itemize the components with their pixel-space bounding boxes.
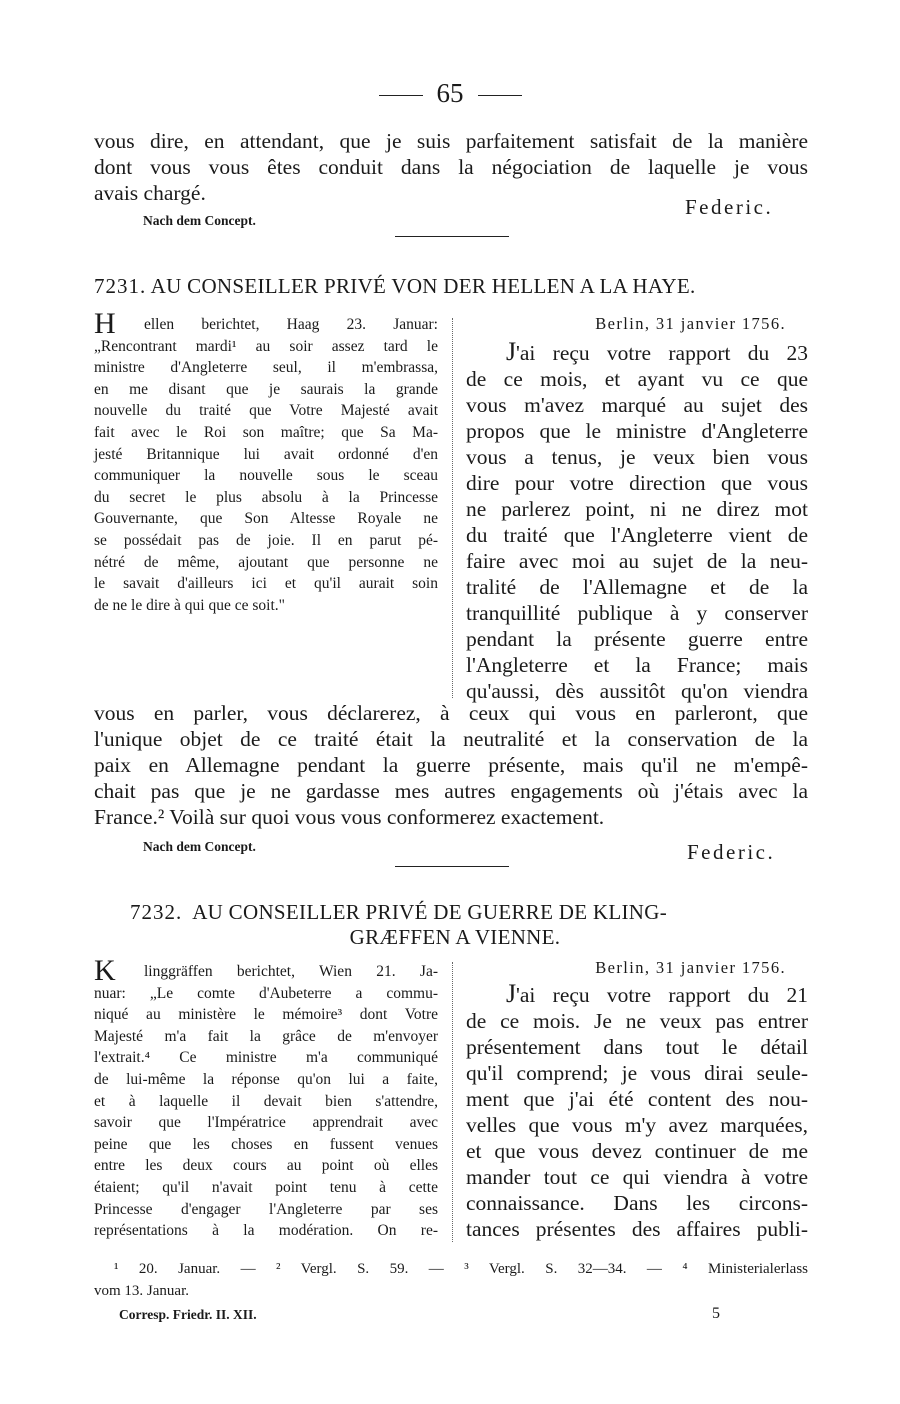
series-footer: Corresp. Friedr. II. XII.	[119, 1307, 257, 1322]
text-line: faire avec moi au sujet de la neu-	[466, 549, 808, 573]
drop-cap: K	[94, 954, 116, 987]
text-line: ne parlerez point, ni ne direz mot	[466, 497, 808, 521]
text-line: du secret le plus absolu à la Princesse	[94, 488, 438, 506]
text-line: chait pas que je ne gardasse mes autres engagements où j'étais avec la	[94, 779, 808, 803]
text-line: tances présentes des affaires publi-	[466, 1217, 808, 1241]
section-divider	[395, 866, 509, 867]
letter-title: AU CONSEILLER PRIVÉ VON DER HELLEN A LA HAYE.	[150, 274, 696, 298]
text-line: velles que vous m'y avez marquées,	[466, 1113, 808, 1137]
dateline: Berlin, 31 janvier 1756.	[595, 314, 786, 333]
text-line: qu'il comprend; je vous dirai seule-	[466, 1061, 808, 1085]
text-line: de ne le dire à qui que ce soit."	[94, 596, 285, 614]
text-line: vous a tenus, je veux bien vous	[466, 445, 808, 469]
text-line: l'unique objet de ce traité était la neutralité et la conservation de la	[94, 727, 808, 751]
text-line: vous m'avez marqué au sujet des	[466, 393, 808, 417]
text-line: de ce mois, et ayant vu ce que	[466, 367, 808, 391]
page-number-text: 65	[436, 78, 464, 108]
letter-heading	[94, 274, 808, 299]
text-line: entre les deux cours au point où elles	[94, 1157, 438, 1175]
reply-continuation	[94, 700, 808, 830]
footnotes	[94, 1258, 808, 1302]
column-divider	[452, 318, 453, 698]
text-line: niqué au ministère le mémoire³ dont Votre	[94, 1006, 438, 1024]
signature-mark: 5	[712, 1305, 720, 1322]
text-line: vous dire, en attendant, que je suis parfaitement satisfait de la manière	[94, 129, 808, 153]
text-line: nouvelle du traité que Votre Majesté avait	[94, 402, 438, 420]
page-number-rule-left	[379, 95, 423, 96]
text-line: étaient; qu'il n'avait point tenu à cette	[94, 1178, 438, 1196]
text-line: jesté Britannique lui avait ordonné d'en	[94, 445, 438, 463]
drop-cap: H	[94, 307, 116, 340]
footnote-line: ¹ 20. Januar. — ² Vergl. S. 59. — ³ Vergl. S. 32—34. — ⁴ Ministerialerlass	[114, 1261, 808, 1277]
text-line: tranquillité publique à y conserver	[466, 601, 808, 625]
letter-number: 7231.	[94, 274, 147, 298]
text-line: de ce mois. Je ne veux pas entrer	[466, 1009, 808, 1033]
signature: Federic.	[687, 840, 776, 864]
text-line: de lui-même la réponse qu'on lui a faite,	[94, 1070, 438, 1088]
text-line-content: 'ai reçu votre rapport du 23	[516, 341, 808, 365]
reply-text	[466, 337, 808, 704]
text-line: en me disant que je saurais la grande	[94, 380, 438, 398]
report-summary	[94, 307, 438, 616]
text-line-content: ellen berichtet, Haag 23. Januar:	[144, 316, 438, 333]
text-line: présentement dans tout le détail	[466, 1035, 808, 1059]
text-line: et que vous devez continuer de me	[466, 1139, 808, 1163]
text-line-content: linggräffen berichtet, Wien 21. Ja-	[144, 963, 438, 980]
text-line: l'Angleterre et la France; mais	[466, 653, 808, 677]
letter-title-line1: AU CONSEILLER PRIVÉ DE GUERRE DE KLING-	[192, 900, 668, 924]
drop-cap: J	[506, 337, 517, 366]
text-line: peine que les choses en fussent venues	[94, 1135, 438, 1153]
drop-cap: J	[506, 979, 517, 1008]
letter-title-line2: GRÆFFEN A VIENNE.	[349, 925, 561, 949]
text-line: dont vous vous êtes conduit dans la négociation de laquelle je vous	[94, 155, 808, 179]
page-number	[0, 78, 900, 109]
text-line	[466, 979, 808, 1008]
text-line: nuar: „Le comte d'Aubeterre a commu-	[94, 984, 438, 1002]
text-line: ministre d'Angleterre seul, il m'embrassa,	[94, 359, 438, 377]
footnote-line: vom 13. Januar.	[94, 1283, 189, 1299]
text-line: l'extrait.⁴ Ce ministre m'a communiqué	[94, 1049, 438, 1067]
section-divider	[395, 236, 509, 237]
text-line: qu'aussi, dès aussitôt qu'on viendra	[466, 679, 808, 703]
text-line: avais chargé.	[94, 181, 206, 205]
text-line: du traité que l'Angleterre vient de	[466, 523, 808, 547]
text-line	[94, 954, 438, 987]
column-divider	[452, 962, 453, 1242]
text-line: mander tout ce qui viendra à votre	[466, 1165, 808, 1189]
source-note: Nach dem Concept.	[143, 213, 256, 228]
text-line	[94, 307, 438, 340]
text-line: France.² Voilà sur quoi vous vous conformerez exactement.	[94, 805, 605, 829]
text-line: Princesse d'engager l'Angleterre par ses	[94, 1200, 438, 1218]
signature: Federic.	[685, 195, 774, 219]
text-line: savoir que l'Impératrice apprendrait avec	[94, 1114, 438, 1132]
text-line: paix en Allemagne pendant la guerre présente, mais qu'il ne m'empê-	[94, 753, 808, 777]
text-line: pendant la présente guerre entre	[466, 627, 808, 651]
text-line: Majesté m'a fait la grâce de m'envoyer	[94, 1027, 438, 1045]
text-line: ment que j'ai été content des nou-	[466, 1087, 808, 1111]
text-line: vous en parler, vous déclarerez, à ceux qui vous en parleront, que	[94, 701, 808, 725]
text-line: représentations à la modération. On re-	[94, 1222, 438, 1240]
text-line: Gouvernante, que Son Altesse Royale ne	[94, 510, 438, 528]
text-line: communiquer la nouvelle sous le sceau	[94, 467, 438, 485]
text-line: propos que le ministre d'Angleterre	[466, 419, 808, 443]
page-number-rule-right	[478, 95, 522, 96]
text-line: tralité de l'Allemagne et de la	[466, 575, 808, 599]
text-line: connaissance. Dans les circons-	[466, 1191, 808, 1215]
text-line: se possédait pas de joie. Il en parut pé-	[94, 531, 438, 549]
dateline: Berlin, 31 janvier 1756.	[595, 958, 786, 977]
text-line: nétré de même, ajoutant que personne ne	[94, 553, 438, 571]
text-line: et à laquelle il devait bien s'attendre,	[94, 1092, 438, 1110]
letter-number: 7232.	[130, 900, 183, 924]
text-line	[466, 337, 808, 366]
report-summary	[94, 954, 438, 1242]
text-line-content: 'ai reçu votre rapport du 21	[516, 983, 808, 1007]
letter-heading	[130, 900, 667, 925]
text-line: fait avec le Roi son maître; que Sa Ma-	[94, 423, 438, 441]
text-line: „Rencontrant mardi¹ au soir assez tard le	[94, 337, 438, 355]
source-note: Nach dem Concept.	[143, 839, 256, 854]
text-line: le savait d'ailleurs ici et qu'il aurait soin	[94, 575, 438, 593]
text-line: dire pour votre direction que vous	[466, 471, 808, 495]
reply-text	[466, 979, 808, 1242]
